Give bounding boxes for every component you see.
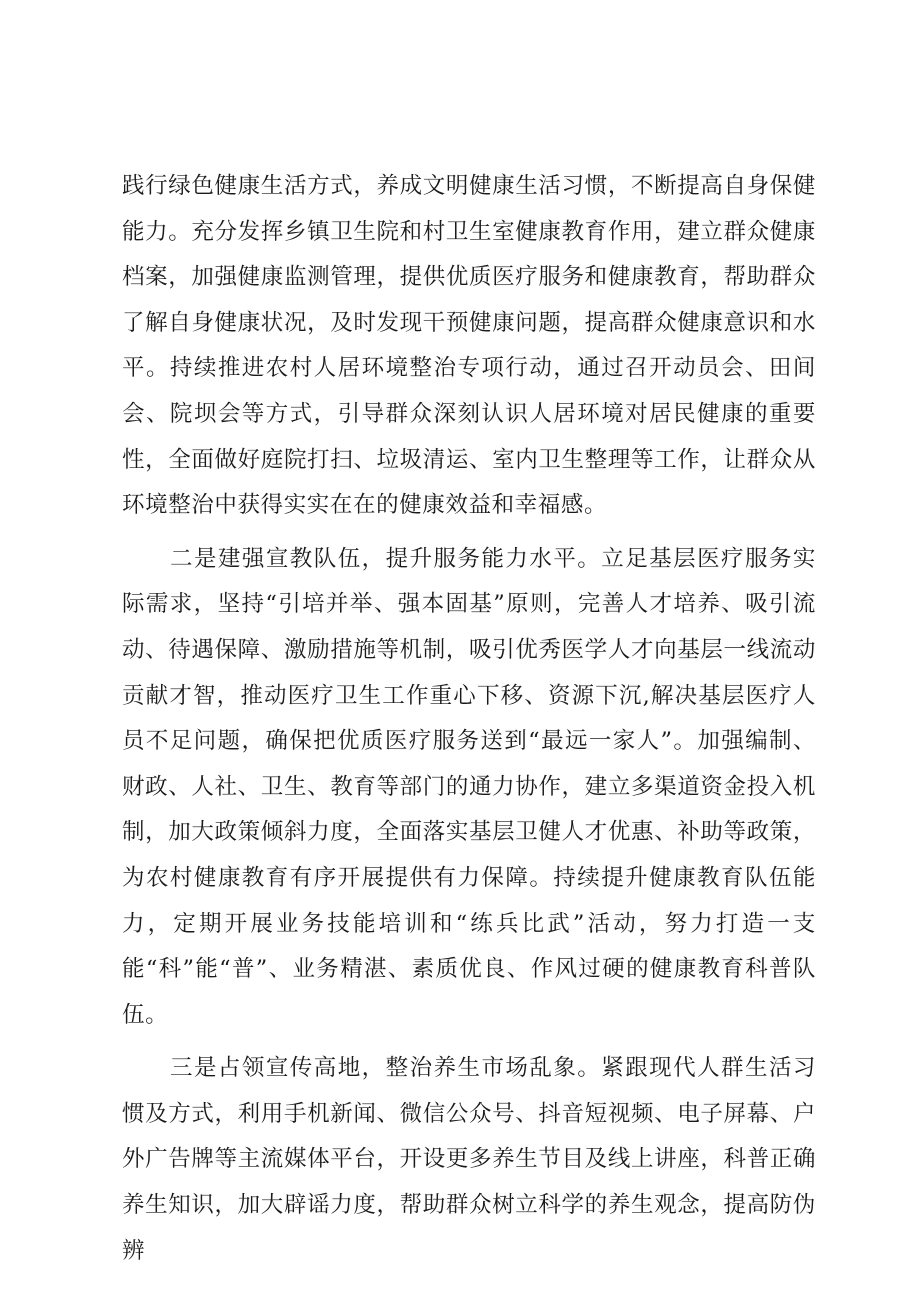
paragraph-1: 践行绿色健康生活方式，养成文明健康生活习惯，不断提高自身保健能力。充分发挥乡镇卫生院和村卫生室健康教育作用，建立群众健康档案，加强健康监测管理，提供优质医疗服务和健康教育，帮助群众了解自身健康状况，及时发现干预健康问题，提高群众健康意识和水平。持续推进农村人居环境整治专项行动，通过召开动员会、田间会、院坝会等方式，引导群众深刻认识人居环境对居民健康的重要性，全面做好庭院打扫、垃圾清运、室内卫生整理等工作，让群众从环境整治中获得实实在在的健康效益和幸福感。 — [122, 173, 816, 519]
paragraph-2: 二是建强宣教队伍，提升服务能力水平。立足基层医疗服务实际需求，坚持“引培并举、强本固基”原则，完善人才培养、吸引流动、待遇保障、激励措施等机制，吸引优秀医学人才向基层一线流动贡献才智，推动医疗卫生工作重心下移、资源下沉,解决基层医疗人员不足问题，确保把优质医疗服务送到“最远一家人”。加强编制、财政、人社、卫生、教育等部门的通力协作，建立多渠道资金投入机制，加大政策倾斜力度，全面落实基层卫健人才优惠、补助等政策，为农村健康教育有序开展提供有力保障。持续提升健康教育队伍能力，定期开展业务技能培训和“练兵比武”活动，努力打造一支能“科”能“普”、业务精湛、素质优良、作风过硬的健康教育科普队伍。 — [122, 545, 816, 1028]
paragraph-3: 三是占领宣传高地，整治养生市场乱象。紧跟现代人群生活习惯及方式，利用手机新闻、微信公众号、抖音短视频、电子屏幕、户外广告牌等主流媒体平台，开设更多养生节目及线上讲座，科普正确养生知识，加大辟谣力度，帮助群众树立科学的养生观念，提高防伪辨 — [122, 1055, 816, 1264]
document-body — [122, 164, 816, 1274]
